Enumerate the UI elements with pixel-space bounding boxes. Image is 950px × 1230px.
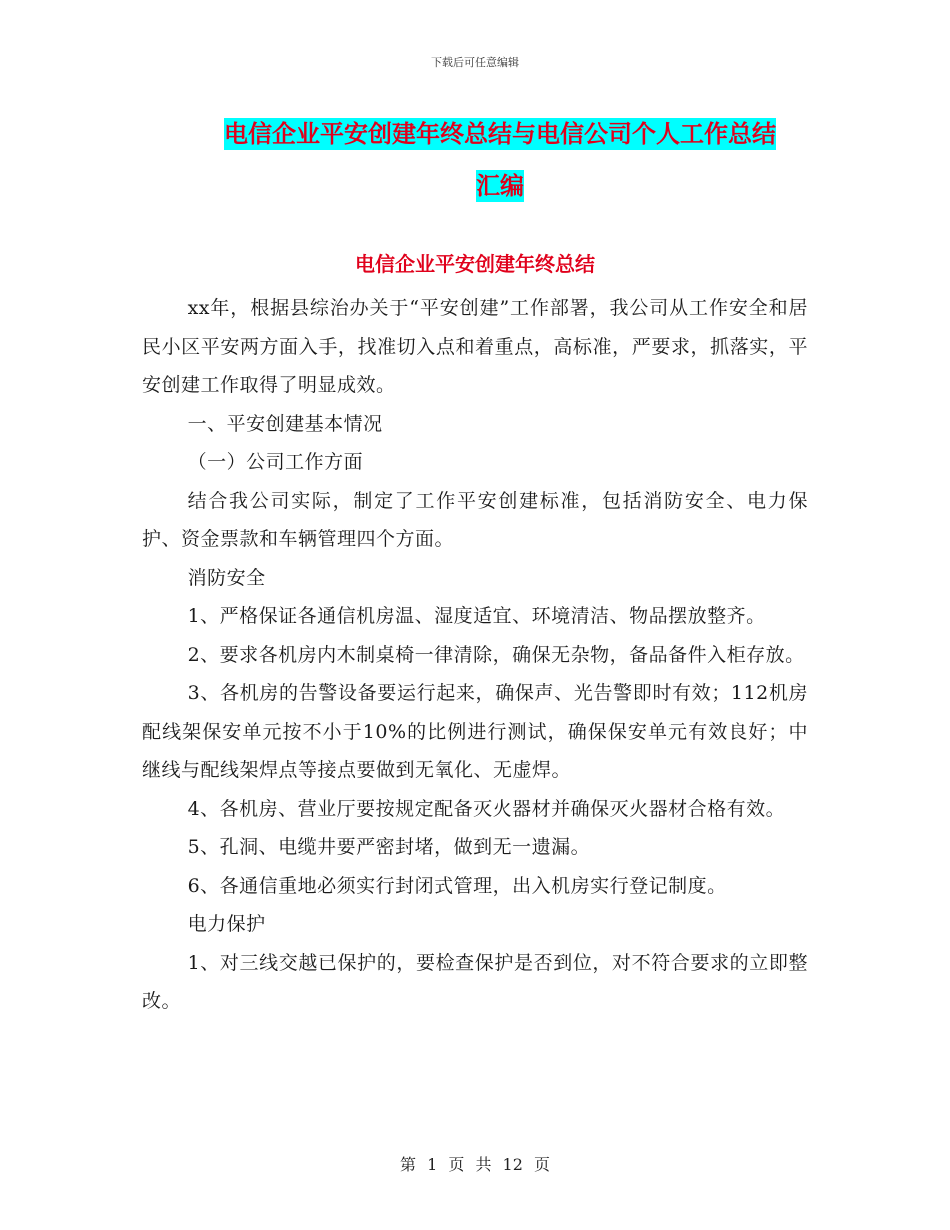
header-note: 下载后可任意编辑 xyxy=(431,56,519,69)
body-content xyxy=(142,289,808,1021)
paragraph: 3、各机房的告警设备要运行起来，确保声、光告警即时有效；112机房配线架保安单元按不小于10%的比例进行测试，确保保安单元有效良好；中继线与配线架焊点等接点要做到无氧化、无虚焊。 xyxy=(142,682,808,781)
page-footer: 第 1 页 共 12 页 xyxy=(400,1155,550,1174)
paragraph: 2、要求各机房内木制桌椅一律清除，确保无杂物，备品备件入柜存放。 xyxy=(187,643,805,666)
document-title-line1: 电信企业平安创建年终总结与电信公司个人工作总结 xyxy=(224,120,776,148)
paragraph: 电力保护 xyxy=(187,913,266,935)
paragraph: 4、各机房、营业厅要按规定配备灭火器材并确保灭火器材合格有效。 xyxy=(187,797,786,820)
paragraph: 1、严格保证各通信机房温、湿度适宜、环境清洁、物品摆放整齐。 xyxy=(187,605,766,627)
paragraph: 5、孔洞、电缆井要严密封堵，做到无一遗漏。 xyxy=(187,836,591,858)
document-title-line2: 汇编 xyxy=(476,172,524,200)
paragraph: 结合我公司实际，制定了工作平安创建标准，包括消防安全、电力保护、资金票款和车辆管理四个方面。 xyxy=(142,489,808,550)
paragraph: （一）公司工作方面 xyxy=(187,451,364,473)
section-title: 电信企业平安创建年终总结 xyxy=(355,252,595,276)
paragraph: 消防安全 xyxy=(187,566,266,589)
paragraph: 6、各通信重地必须实行封闭式管理，出入机房实行登记制度。 xyxy=(187,874,727,897)
document-title xyxy=(140,108,860,212)
paragraph: 1、对三线交越已保护的，要检查保护是否到位，对不符合要求的立即整改。 xyxy=(142,951,808,1012)
paragraph: xx年，根据县综治办关于“平安创建”工作部署，我公司从工作安全和居民小区平安两方面入手，找准切入点和着重点，高标准，严要求，抓落实，平安创建工作取得了明显成效。 xyxy=(142,297,808,396)
paragraph: 一、平安创建基本情况 xyxy=(187,412,383,435)
